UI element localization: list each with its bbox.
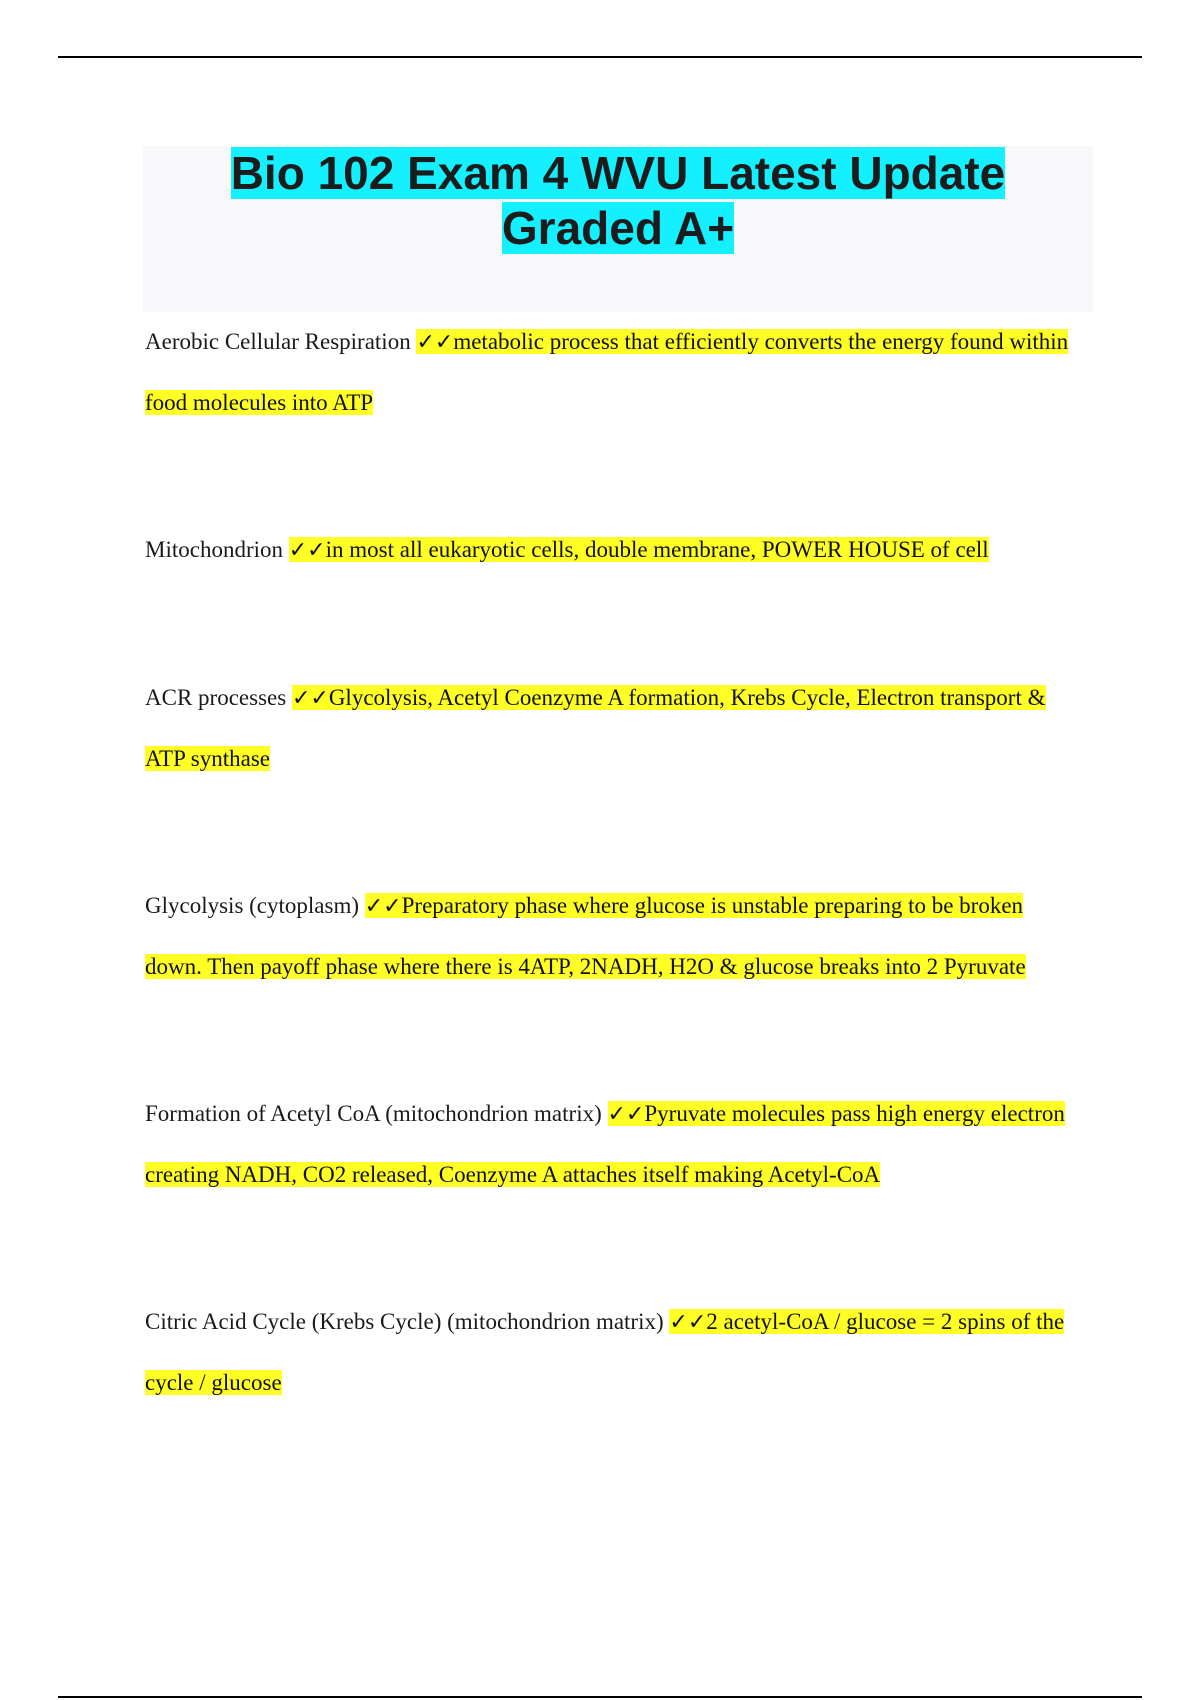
- flashcard-entry: [145, 1292, 1085, 1413]
- flashcard-entry: [145, 520, 1085, 581]
- definition-text: Preparatory phase where glucose is unstable preparing to be broken down. Then payoff phase where there is 4ATP, 2NADH, H2O & glucose breaks into 2 Pyruvate: [145, 893, 1026, 979]
- entry-term: ACR processes: [145, 685, 287, 710]
- title-block: [143, 146, 1093, 312]
- double-check-icon: ✓✓: [288, 538, 326, 563]
- title-line-2: Graded A+: [501, 202, 735, 254]
- entry-term: Formation of Acetyl CoA (mitochondrion matrix): [145, 1101, 602, 1126]
- entry-term: Aerobic Cellular Respiration: [145, 329, 411, 354]
- entry-definition: [289, 537, 989, 562]
- entry-term: Glycolysis (cytoplasm): [145, 893, 359, 918]
- entry-term: Citric Acid Cycle (Krebs Cycle) (mitochondrion matrix): [145, 1309, 664, 1334]
- page-title: [143, 146, 1093, 256]
- flashcard-entry: [145, 876, 1085, 997]
- double-check-icon: ✓✓: [607, 1102, 645, 1127]
- double-check-icon: ✓✓: [291, 686, 329, 711]
- bottom-rule: [58, 1696, 1142, 1698]
- top-rule: [58, 56, 1142, 58]
- definition-text: in most all eukaryotic cells, double membrane, POWER HOUSE of cell: [325, 537, 989, 562]
- entry-term: Mitochondrion: [145, 537, 283, 562]
- definition-text: Glycolysis, Acetyl Coenzyme A formation, Krebs Cycle, Electron transport & ATP synthase: [145, 685, 1046, 771]
- title-line-1: Bio 102 Exam 4 WVU Latest Update: [230, 147, 1006, 199]
- definition-text: Pyruvate molecules pass high energy electron creating NADH, CO2 released, Coenzyme A attaches itself making Acetyl-CoA: [145, 1101, 1065, 1187]
- double-check-icon: ✓✓: [364, 894, 402, 919]
- double-check-icon: ✓✓: [416, 330, 454, 355]
- flashcard-entry: [145, 668, 1085, 789]
- double-check-icon: ✓✓: [669, 1310, 707, 1335]
- flashcard-entry: [145, 312, 1085, 433]
- flashcard-list: [145, 312, 1085, 1413]
- flashcard-entry: [145, 1084, 1085, 1205]
- definition-text: metabolic process that efficiently converts the energy found within food molecules into ATP: [145, 329, 1069, 415]
- definition-text: 2 acetyl-CoA / glucose = 2 spins of the cycle / glucose: [145, 1309, 1065, 1395]
